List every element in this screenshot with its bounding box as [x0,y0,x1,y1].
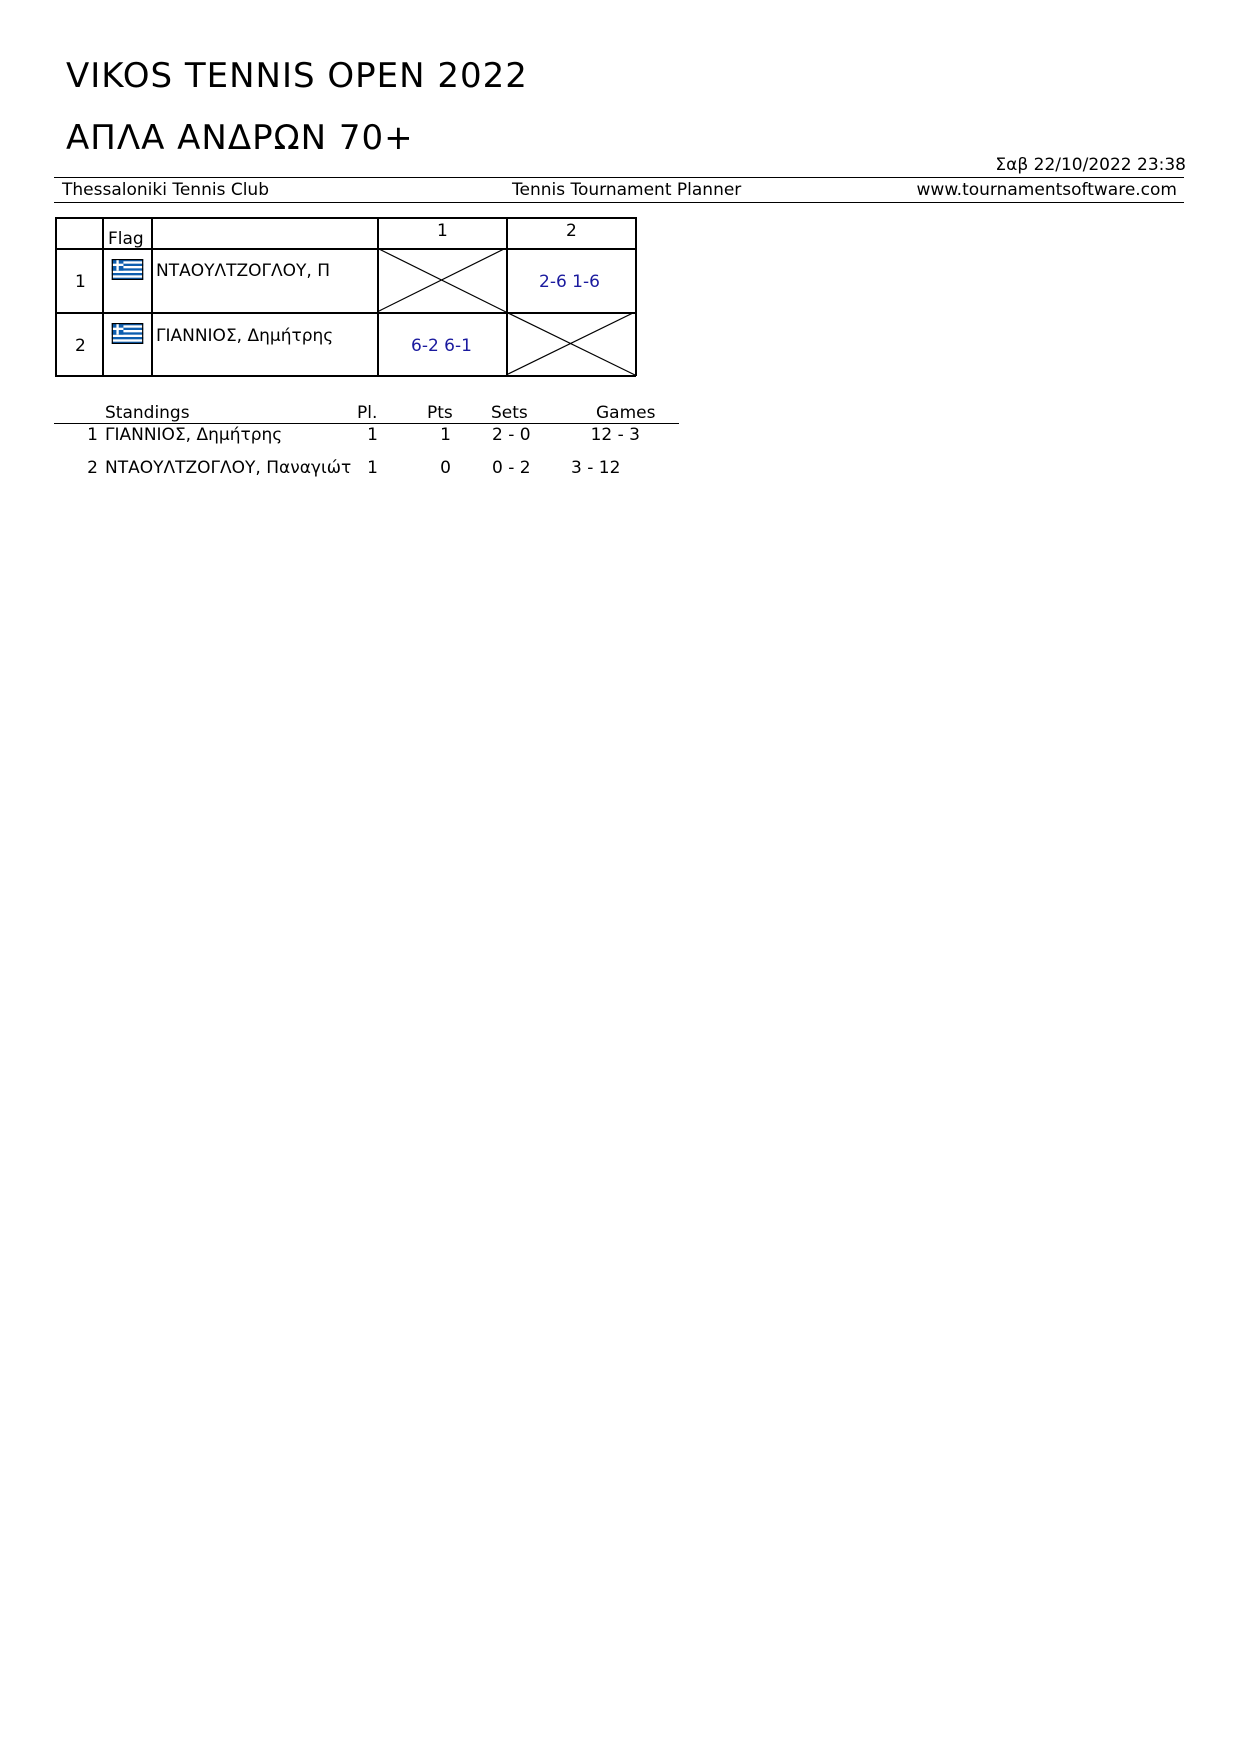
event-title: ΑΠΛΑ ΑΝΔΡΩΝ 70+ [66,118,414,158]
row-seed-2: 2 [75,336,86,356]
player-name-2[interactable]: ΓΙΑΝΝΙΟΣ, Δημήτρης [156,326,334,346]
standings-header-title: Standings [105,403,190,423]
player-name-1[interactable]: ΝΤΑΟΥΛΤΖΟΓΛΟΥ, Π [156,261,330,281]
club-name: Thessaloniki Tennis Club [62,180,269,200]
header-bottom-rule [54,202,1184,203]
column-header-2: 2 [566,221,577,241]
standings-header-sets: Sets [491,403,528,423]
self-match-cross-2 [506,312,636,376]
greece-flag-icon [111,259,144,280]
header-top-rule [54,177,1184,178]
software-name: Tennis Tournament Planner [512,180,742,200]
standings-player-name[interactable]: ΝΤΑΟΥΛΤΖΟΓΛΟΥ, Παναγιώτ [105,458,352,478]
column-header-1: 1 [437,221,448,241]
standings-player-name[interactable]: ΓΙΑΝΝΙΟΣ, Δημήτρης [105,425,283,445]
website-link[interactable]: www.tournamentsoftware.com [916,180,1177,200]
print-datetime: Σαβ 22/10/2022 23:38 [995,155,1186,175]
standings-header-points: Pts [427,403,453,423]
flag-column-header: Flag [108,229,144,249]
self-match-cross-1 [377,248,507,313]
standings-rule [54,423,679,424]
row-seed-1: 1 [75,272,86,292]
greece-flag-icon [111,323,144,344]
tournament-title: VIKOS TENNIS OPEN 2022 [66,56,528,96]
standings-header-played: Pl. [357,403,378,423]
match-score-1-vs-2[interactable]: 2-6 1-6 [539,272,600,292]
match-score-2-vs-1[interactable]: 6-2 6-1 [411,336,472,356]
standings-header-games: Games [596,403,656,423]
